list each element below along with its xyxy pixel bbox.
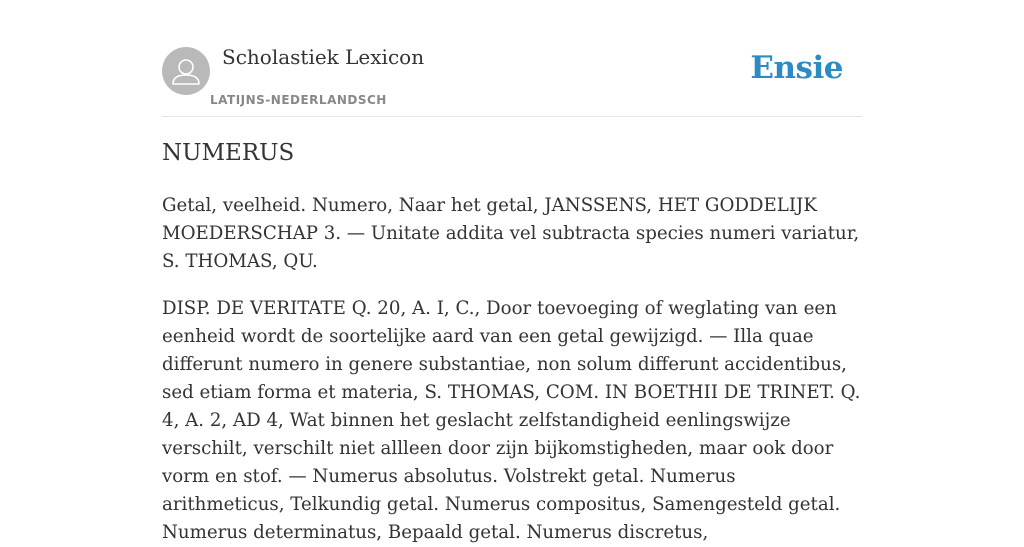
entry-title: NUMERUS <box>162 140 295 166</box>
avatar[interactable] <box>162 47 210 95</box>
page <box>162 0 862 543</box>
site-title[interactable]: Scholastiek Lexicon <box>222 45 425 69</box>
ensie-logo[interactable]: Ensie <box>750 50 843 86</box>
entry-paragraph: Getal, veelheid. Numero, Naar het getal, JANSSENS, HET GODDELIJK MOEDERSCHAP 3. — Unitate addita vel subtracta species numeri variatur, S. THOMAS, QU. <box>162 195 860 272</box>
header <box>162 0 862 117</box>
user-silhouette-icon <box>162 47 210 95</box>
site-subtitle: LATIJNS-NEDERLANDSCH <box>210 93 387 107</box>
entry-paragraph: DISP. DE VERITATE Q. 20, A. I, C., Door toevoeging of weglating van een eenheid wordt de soortelijke aard van een getal gewijzigd. — Illa quae differunt numero in genere substantiae, non solum differunt accidentibus, sed etiam forma et materia, S. THOMAS, COM. IN BOETHII DE TRINET. Q. 4, A. 2, AD 4, Wat binnen het geslacht zelfstandigheid eenlingswijze verschilt, verschilt niet allleen door zijn bijkomstigheden, maar ook door vorm en stof. — Numerus absolutus. Volstrekt getal. Numerus arithmeticus, Telkundig getal. Numerus compositus, Samengesteld getal. Numerus determinatus, Bepaald getal. Numerus discretus, <box>162 298 861 543</box>
